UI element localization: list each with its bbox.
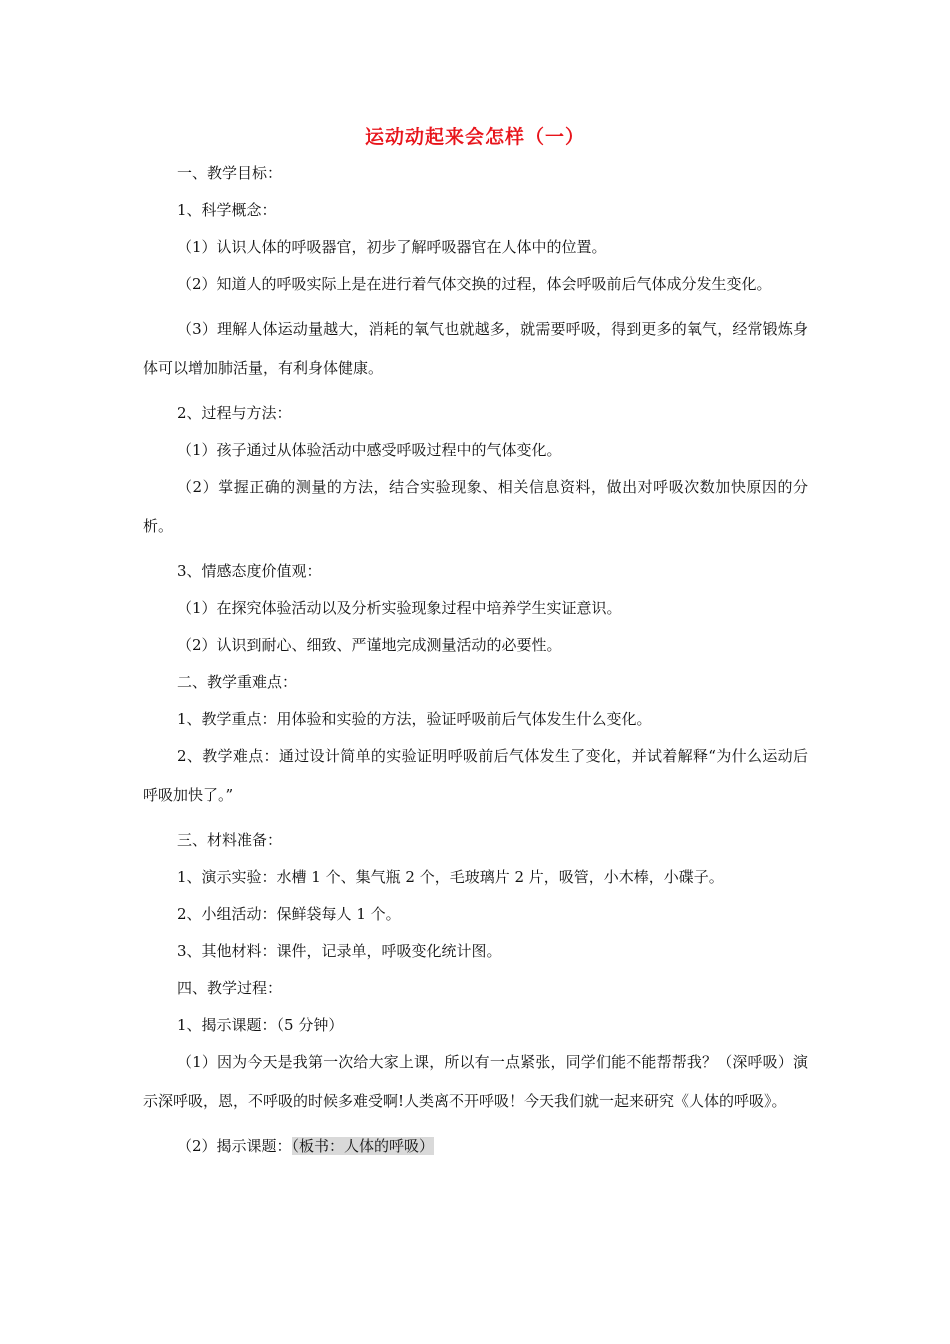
highlighted-text: （板书：人体的呼吸）: [291, 1136, 435, 1155]
paragraph: （1）认识人体的呼吸器官，初步了解呼吸器官在人体中的位置。: [177, 238, 607, 256]
paragraph: 1、演示实验：水槽 1 个、集气瓶 2 个，毛玻璃片 2 片，吸管，小木棒，小碟子。: [177, 867, 724, 886]
document-title: 运动动起来会怎样（一）: [364, 126, 585, 148]
paragraph: （2）认识到耐心、细致、严谨地完成测量活动的必要性。: [177, 635, 562, 654]
paragraph: 3、其他材料：课件，记录单，呼吸变化统计图。: [177, 941, 502, 960]
paragraph-prefix: （2）揭示课题：: [177, 1136, 292, 1155]
paragraph: 2、教学难点：通过设计简单的实验证明呼吸前后气体发生了变化，并试着解释“为什么运动后呼吸加快了。”: [143, 746, 808, 804]
paragraph: （2）知道人的呼吸实际上是在进行着气体交换的过程，体会呼吸前后气体成分发生变化。: [177, 275, 772, 293]
paragraph: （2）掌握正确的测量的方法，结合实验现象、相关信息资料，做出对呼吸次数加快原因的分析。: [143, 477, 808, 535]
paragraph: 1、揭示课题：（5 分钟）: [177, 1015, 344, 1034]
paragraph-last: [143, 1133, 808, 1159]
paragraph: 二、教学重难点：: [177, 672, 298, 691]
paragraph: （3）理解人体运动量越大，消耗的氧气也就越多，就需要呼吸，得到更多的氧气，经常锻炼身体可以增加肺活量，有利身体健康。: [143, 319, 808, 377]
paragraph: 四、教学过程：: [177, 978, 283, 997]
paragraph: （1）因为今天是我第一次给大家上课，所以有一点紧张，同学们能不能帮帮我？（深呼吸）演示深呼吸，恩，不呼吸的时候多难受啊!人类离不开呼吸！今天我们就一起来研究《人体的呼吸》。: [143, 1052, 808, 1110]
paragraph: 2、小组活动：保鲜袋每人 1 个。: [177, 904, 401, 923]
paragraph: 1、科学概念：: [177, 201, 277, 219]
paragraph: 3、情感态度价值观：: [177, 561, 322, 580]
paragraph: 2、过程与方法：: [177, 403, 292, 422]
paragraph: 1、教学重点：用体验和实验的方法，验证呼吸前后气体发生什么变化。: [177, 709, 652, 728]
document-body: [143, 160, 808, 1170]
paragraph: 三、材料准备：: [177, 830, 283, 849]
paragraph: （1）孩子通过从体验活动中感受呼吸过程中的气体变化。: [177, 440, 562, 459]
paragraph: （1）在探究体验活动以及分析实验现象过程中培养学生实证意识。: [177, 598, 622, 617]
paragraph: 一、教学目标：: [177, 164, 283, 182]
